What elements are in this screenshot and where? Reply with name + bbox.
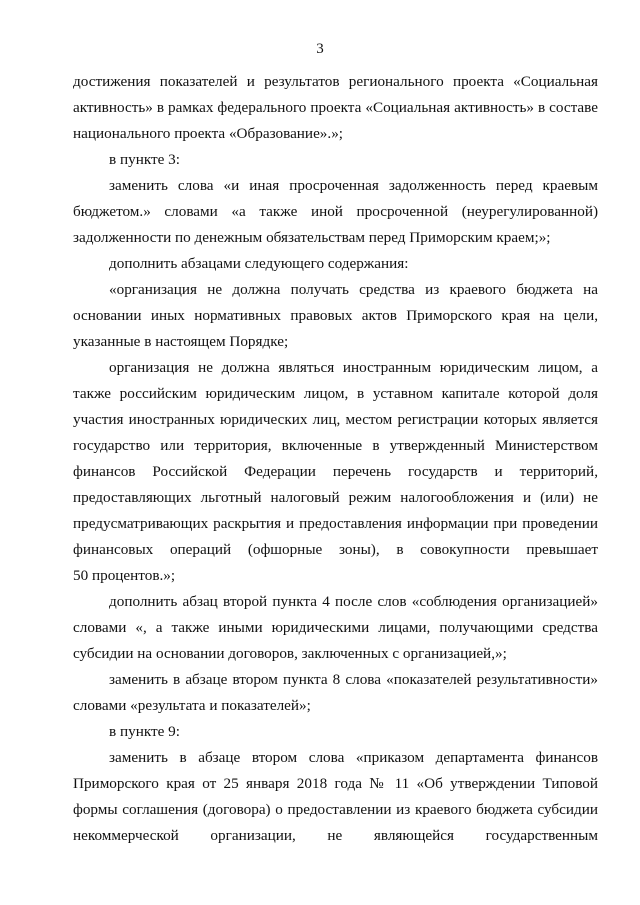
text-line: 50 процентов.»; bbox=[73, 567, 176, 584]
text-line: «организация не должна получать средства из краевого бюджета на bbox=[109, 281, 598, 298]
text-line: формы соглашения (договора) о предоставлении из краевого бюджета субсидии bbox=[73, 801, 598, 818]
text-line: предоставляющих льготный налоговый режим налогообложения и (или) не bbox=[73, 489, 598, 506]
text-line: основании иных нормативных правовых актов Приморского края на цели, bbox=[73, 307, 598, 324]
text-line: предусматривающих раскрытия и предоставления информации при проведении bbox=[73, 515, 598, 532]
text-line: Приморского края от 25 января 2018 года № 11 «Об утверждении Типовой bbox=[73, 775, 598, 792]
text-line: участия иностранных юридических лиц, местом регистрации которых является bbox=[73, 411, 598, 428]
text-line: дополнить абзацами следующего содержания: bbox=[109, 255, 409, 272]
text-line: некоммерческой организации, не являющейся государственным bbox=[73, 827, 598, 844]
text-line: в пункте 9: bbox=[109, 723, 180, 740]
text-line: активность» в рамках федерального проекта «Социальная активность» в составе bbox=[73, 99, 598, 116]
text-line: бюджетом.» словами «а также иной просроченной (неурегулированной) bbox=[73, 203, 598, 220]
text-line: заменить в абзаце втором слова «приказом департамента финансов bbox=[109, 749, 598, 766]
text-line: словами «результата и показателей»; bbox=[73, 697, 311, 714]
text-line: заменить в абзаце втором пункта 8 слова «показателей результативности» bbox=[109, 671, 598, 688]
text-line: указанные в настоящем Порядке; bbox=[73, 333, 289, 350]
text-line: финансовых операций (офшорные зоны), в совокупности превышает bbox=[73, 541, 598, 558]
text-line: субсидии на основании договоров, заключенных с организацией,»; bbox=[73, 645, 507, 662]
text-line: также российским юридическим лицом, в уставном капитале которой доля bbox=[73, 385, 598, 402]
text-line: словами «, а также иными юридическими лицами, получающими средства bbox=[73, 619, 598, 636]
text-line: организация не должна являться иностранным юридическим лицом, а bbox=[109, 359, 598, 376]
text-line: заменить слова «и иная просроченная задолженность перед краевым bbox=[109, 177, 598, 194]
page-number: 3 bbox=[316, 41, 324, 57]
text-line: в пункте 3: bbox=[109, 151, 180, 168]
text-line: задолженности по денежным обязательствам перед Приморским краем;»; bbox=[73, 229, 551, 246]
text-line: достижения показателей и результатов регионального проекта «Социальная bbox=[73, 73, 598, 90]
text-line: финансов Российской Федерации перечень государств и территорий, bbox=[73, 463, 598, 480]
text-line: государство или территория, включенные в утвержденный Министерством bbox=[73, 437, 598, 454]
text-line: дополнить абзац второй пункта 4 после слов «соблюдения организацией» bbox=[109, 593, 598, 610]
text-line: национального проекта «Образование».»; bbox=[73, 125, 344, 142]
